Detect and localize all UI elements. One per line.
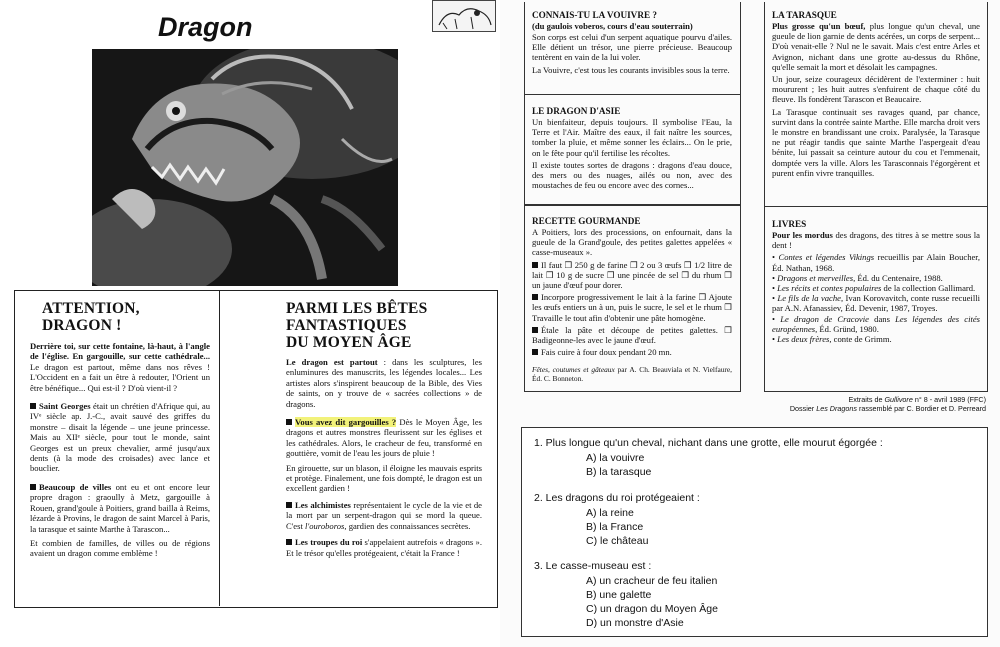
recette-intro: A Poitiers, lors des processions, on enfournait, dans la gueule de la Grand'goule, des petites galettes appelées « casse-museaux ». [532, 227, 732, 258]
bullet-square-icon [532, 294, 538, 300]
asie-p1: Un bienfaiteur, depuis toujours. Il symbolise l'Eau, la Terre et l'Air. Maître des eaux, il fait naître les sources, tomber la pluie, et même sonner les éclairs... On le prie, on le fête pour qu'il fertilise les récoltes. [532, 117, 732, 158]
quiz-box [521, 427, 988, 637]
livres-heading: LIVRES [772, 219, 807, 229]
book-item: • Le fils de la vache, Ivan Korovavitch, conte russe recueilli par A.N. Afanassiev, Éd. Devenir, 1987, Troyes. [772, 293, 980, 314]
familles-paragraph: Et combien de familles, de villes ou de régions avaient un dragon comme emblème ! [30, 537, 210, 559]
attention-body [30, 341, 210, 559]
recette-section [532, 216, 732, 385]
credit-line-2: Dossier Les Dragons rassemblé par C. Bordier et D. Perreard [789, 404, 986, 413]
asie-heading: LE DRAGON D'ASIE [532, 106, 621, 116]
attention-heading-line1: ATTENTION, [42, 300, 140, 317]
quiz-question-2: 2. Les dragons du roi protégeaient : [534, 492, 700, 504]
partout-paragraph: Le dragon est partout : dans les sculptures, les enluminures des manuscrits, les légendes locales... Les artistes alors s'inspirent beaucoup de la Bible, des Vies de saints, on y trouve de « sacrées collections » de dragons. [286, 357, 483, 409]
alchimistes-paragraph: Les alchimistes représentaient le cycle de la vie et de la mort par un serpent-dragon qui se mord la queue. C'est l'ouroboros, gardien des connaissances secrètes. [286, 499, 482, 531]
col-attention [30, 300, 210, 563]
quiz-question-1: 1. Plus longue qu'un cheval, nichant dans une grotte, elle mourut égorgée : [534, 437, 883, 449]
vouivre-subheading: (du gaulois voberos, cours d'eau souterrain) [532, 21, 693, 31]
quiz-option[interactable]: A) un cracheur de feu italien [586, 575, 718, 587]
book-item: • Contes et légendes Vikings recueillis par Alain Boucher, Éd. Nathan, 1968. [772, 252, 980, 273]
recette-source: Fêtes, coutumes et gâteaux par A. Ch. Beauviala et N. Vielfaure, Éd. C. Bonneton. [532, 365, 733, 384]
livres-intro: Pour les mordus des dragons, des titres à se mettre sous la dent ! [772, 230, 980, 251]
vouivre-p1: Son corps est celui d'un serpent aquatique pourvu d'ailes. Elle détient un trésor, une pierre précieuse. Beaucoup tentèrent en vain de la lui voler. [532, 32, 732, 63]
quiz-option[interactable]: A) la reine [586, 507, 634, 519]
recette-heading: RECETTE GOURMANDE [532, 216, 641, 226]
villes-paragraph: Beaucoup de villes ont eu et ont encore leur propre dragon : graoully à Metz, gargouille à Rouen, grand'goule à Poitiers, grand bailla à Reims, lézarde à Provins, le dragon de saint Marcel à Paris, la tarasque et sainte Marthe à Tarascon... [30, 481, 210, 534]
quiz-option[interactable]: D) un monstre d'Asie [586, 617, 684, 629]
vouivre-p2: La Vouivre, c'est tous les courants invisibles sous la terre. [532, 64, 730, 75]
gargouilles-paragraph: Vous avez dit gargouilles ? Dès le Moyen Âge, les dragons et autres monstres fleurissent sur les églises et les cathédrales. Alors, le cracheur de feu, transformé en gouttière, vomit de l'eau les jours de pluie ! [286, 417, 482, 459]
recette-step-2: Incorpore progressivement le lait à la farine ❒ Ajoute les œufs entiers un à un, puis le sucre, le sel et le rhum ❒ Travaille le tout afin d'obtenir une pâte homogène. [532, 292, 732, 323]
highlighted-text: Vous avez dit gargouilles ? [295, 417, 397, 428]
attention-heading [42, 300, 210, 334]
asie-p2: Il existe toutes sortes de dragons : dragons d'eau douce, des mers ou des nuages, ailés ou non, avec des moustaches de feu ou encore avec des cornes... [532, 159, 732, 191]
bullet-square-icon [532, 349, 538, 355]
tarasque-intro: Plus grosse qu'un bœuf, plus longue qu'un cheval, une gueule de lion garnie de dents acérées, un corps de serpent... D'où venait-elle ? Nul ne le savait. Mais c'est entre Arles et Avignon, nichant dans une grotte au-dessus du Rhône, qu'elle semait la mort et désolait les campagnes. [772, 21, 980, 72]
page-title: Dragon [158, 12, 253, 42]
vouivre-heading: CONNAIS-TU LA VOUIVRE ? [532, 10, 657, 20]
column-divider [219, 290, 220, 606]
bullet-square-icon [532, 327, 538, 333]
quiz-question-3: 3. Le casse-museau est : [534, 560, 652, 572]
attention-intro: Derrière toi, sur cette fontaine, là-haut, à l'angle de l'église. En gargouille, sur cette cathédrale... Le dragon est partout, même dans nos rêves ! L'Occident en a fait un être à redouter, l'Orient un être bénéfique... Qui est-il ? D'où vient-il ? [30, 341, 210, 393]
betes-heading-line1: PARMI LES BÊTES [286, 300, 428, 317]
bullet-square-icon [30, 403, 36, 409]
betes-heading-line3: DU MOYEN ÂGE [286, 334, 412, 351]
saint-georges-paragraph: Saint Georges était un chrétien d'Afrique qui, au IVᵉ siècle ap. J.-C., avait sauvé des griffes du monstre – disait la légende – une jeune princesse. Mais au XIIᵉ siècle, pour tout le monde, saint Georges est un preux chevalier, armé jusqu'aux dents (à la mode des croisades) avec lance et bouclier. [30, 401, 210, 474]
bullet-square-icon [30, 484, 36, 490]
asie-section [532, 106, 732, 192]
attention-heading-line2: DRAGON ! [42, 317, 122, 334]
credit-line-1: Extraits de Gullivore n° 8 - avril 1989 (FFC) [848, 395, 986, 404]
bullet-square-icon [532, 262, 538, 268]
tarasque-heading: LA TARASQUE [772, 10, 837, 20]
book-item: • Les deux frères, conte de Grimm. [772, 334, 892, 345]
book-item: • Dragons et merveilles, Éd. du Centenaire, 1988. [772, 272, 943, 283]
tarasque-p2: Un jour, seize courageux décidèrent de l'exterminer : huit moururent ; les huit autres s'enfuirent de chaque côté du fleuve. Ils fondèrent Tarascon et Beaucaire. [772, 74, 980, 105]
quiz-option[interactable]: B) la France [586, 521, 644, 533]
corner-illustration [432, 0, 496, 32]
vouivre-section [532, 10, 732, 77]
credits [700, 395, 986, 413]
recette-step-1: Il faut ❒ 250 g de farine ❒ 2 ou 3 œufs ❒ 1/2 litre de lait ❒ 10 g de sucre ❒ une pincée de sel ❒ du rhum ❒ un jaune d'œuf pour dorer. [532, 259, 732, 291]
quiz-option[interactable]: A) la vouivre [586, 452, 645, 464]
dragon-sculpture-photo [92, 49, 398, 286]
betes-body [286, 357, 482, 558]
book-item: • Le dragon de Cracovie dans Les légendes des cités européennes, Éd. Gründ, 1980. [772, 313, 981, 334]
livres-section [772, 219, 980, 344]
quiz-option[interactable]: B) la tarasque [586, 466, 652, 478]
recette-step-3: Étale la pâte et découpe de petites galettes. ❒ Badigeonne-les avec le jaune d'œuf. [532, 324, 732, 346]
bullet-square-icon [286, 419, 292, 425]
recette-step-4: Fais cuire à four doux pendant 20 mn. [532, 347, 732, 357]
book-item: • Les récits et contes populaires de la collection Gallimard. [772, 283, 976, 294]
girouette-paragraph: En girouette, sur un blason, il éloigne les mauvais esprits et protège. Finalement, une fois dompté, le dragon est un excellent gardien ! [286, 462, 482, 494]
betes-heading-line2: FANTASTIQUES [286, 317, 407, 334]
betes-heading [286, 300, 482, 351]
troupes-paragraph: Les troupes du roi s'appelaient autrefois « dragons ». Et le trésor qu'elles protégeaient, c'était la France ! [286, 537, 482, 558]
bullet-square-icon [286, 502, 292, 508]
quiz-option[interactable]: C) un dragon du Moyen Âge [586, 603, 718, 615]
tarasque-section [772, 10, 980, 180]
bullet-square-icon [286, 539, 292, 545]
quiz-option[interactable]: B) une galette [586, 589, 652, 601]
quiz-option[interactable]: C) le château [586, 535, 649, 547]
tarasque-p3: La Tarasque continuait ses ravages quand, par chance, survint dans la contrée sainte Marthe. Elle marcha droit vers le monstre en brandissant une croix. Paralysée, la Tarasque ne put réagir tandis que sainte Marthe l'aspergeait d'eau bénite, lui passait sa ceinture autour du cou et l'emmenait, domptée vers la ville. Alors les Tarasconnais l'égorgèrent et purent enfin vivre tranquilles. [772, 106, 980, 178]
col-betes [286, 300, 482, 562]
